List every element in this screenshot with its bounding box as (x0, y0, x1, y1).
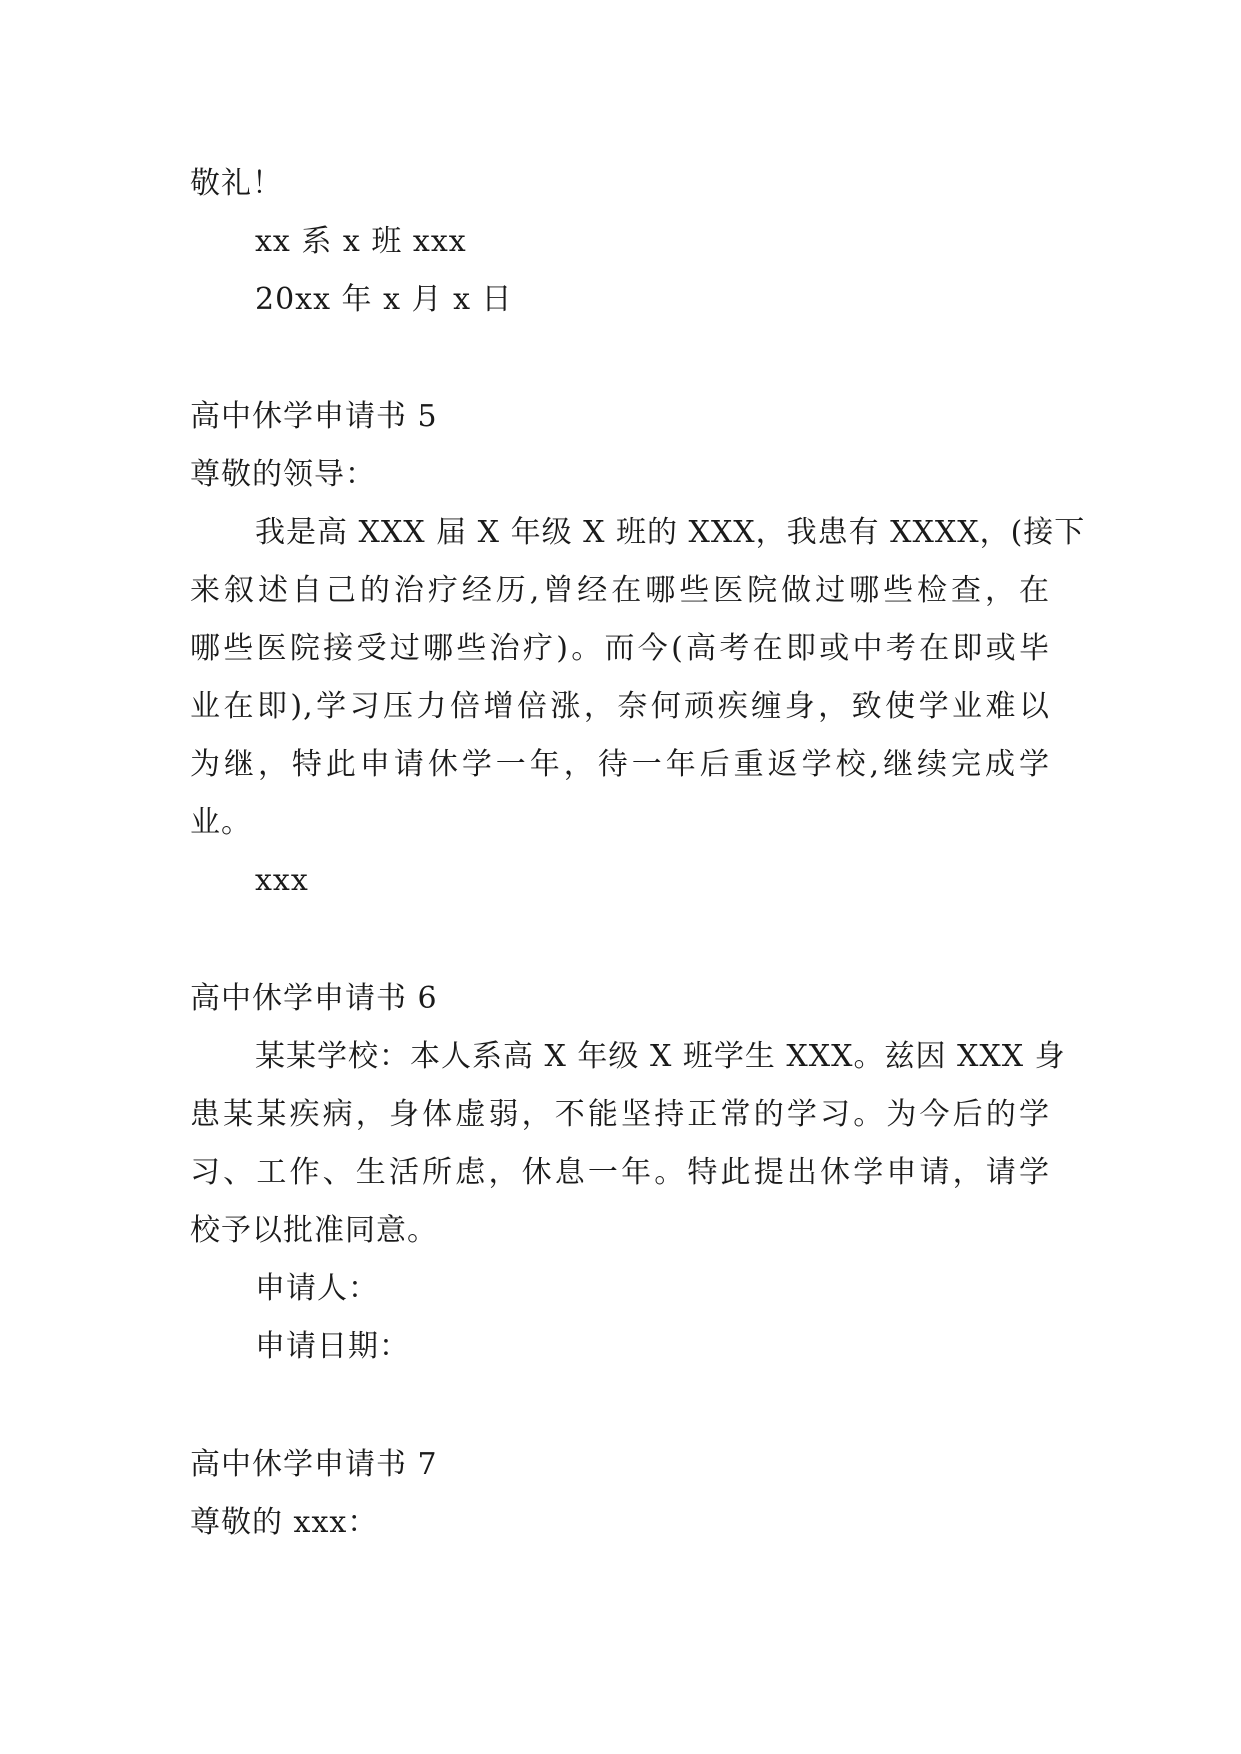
closing-salute: 敬礼！ (190, 166, 283, 201)
section-7-title: 高中休学申请书 7 (190, 1447, 438, 1482)
section-5-body-line: 业。 (190, 805, 252, 840)
section-6-applicant-label: 申请人： (255, 1271, 379, 1306)
section-5-title: 高中休学申请书 5 (190, 399, 438, 434)
section-6-title: 高中休学申请书 6 (190, 981, 438, 1016)
section-5-signature: xxx (255, 863, 309, 898)
section-6-body-line: 习、工作、生活所虑，休息一年。特此提出休学申请，请学 (190, 1155, 1050, 1190)
section-6-body-line: 某某学校：本人系高 X 年级 X 班学生 XXX。兹因 XXX 身 (255, 1039, 1066, 1074)
closing-signer: xx 系 x 班 xxx (255, 224, 467, 259)
section-5-body-line: 业在即),学习压力倍增倍涨，奈何顽疾缠身，致使学业难以 (190, 689, 1050, 724)
section-5-body-line: 来叙述自己的治疗经历,曾经在哪些医院做过哪些检查，在 (190, 573, 1050, 608)
section-5-body-line: 我是高 XXX 届 X 年级 X 班的 XXX，我患有 XXXX，(接下 (255, 515, 1086, 550)
section-6-date-label: 申请日期： (255, 1329, 410, 1364)
section-5-body-line: 哪些医院接受过哪些治疗)。而今(高考在即或中考在即或毕 (190, 631, 1050, 666)
section-7-greeting: 尊敬的 xxx： (190, 1505, 379, 1540)
section-6-body-line: 患某某疾病，身体虚弱，不能坚持正常的学习。为今后的学 (190, 1097, 1050, 1132)
section-5-body-line: 为继，特此申请休学一年，待一年后重返学校,继续完成学 (190, 747, 1050, 782)
closing-date: 20xx 年 x 月 x 日 (255, 282, 513, 317)
section-6-body-line: 校予以批准同意。 (190, 1213, 438, 1248)
section-5-greeting: 尊敬的领导： (190, 457, 376, 492)
